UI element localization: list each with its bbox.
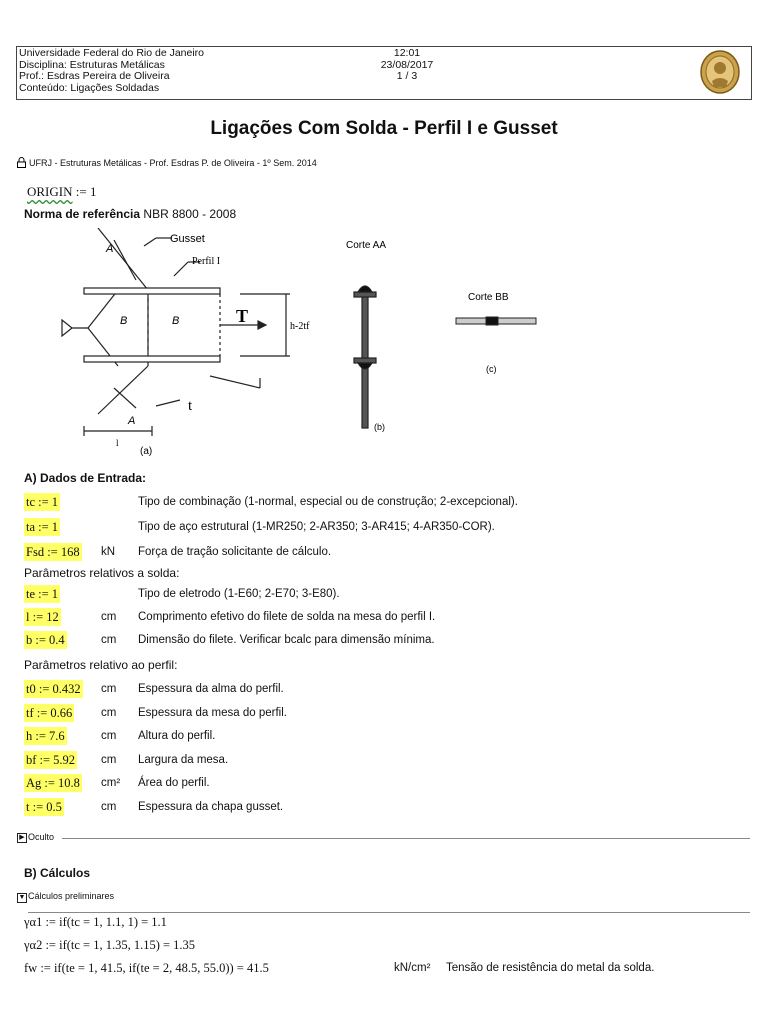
university: Universidade Federal do Rio de Janeiro — [19, 47, 205, 59]
discipline: Disciplina: Estruturas Metálicas — [19, 58, 165, 71]
param-expression[interactable]: bf := 5.92 — [26, 752, 76, 767]
param-description: Espessura da mesa do perfil. — [138, 706, 287, 719]
page-title: Ligações Com Solda - Perfil I e Gusset — [210, 118, 558, 139]
preliminares-label[interactable]: Cálculos preliminares — [28, 891, 115, 901]
param-description: Área do perfil. — [138, 777, 210, 789]
label-t-thickness: t — [188, 398, 193, 414]
label-l: l — [116, 438, 119, 448]
label-corte-aa: Corte AA — [346, 240, 387, 251]
label-corte-bb: Corte BB — [468, 292, 509, 303]
param-expression[interactable]: ta := 1 — [26, 520, 59, 534]
param-description: Tensão de resistência do metal da solda. — [446, 962, 655, 974]
param-unit: kN/cm² — [394, 962, 431, 974]
perfil-label: Parâmetros relativo ao perfil: — [24, 658, 178, 672]
param-expression[interactable]: γα2 := if(tc = 1, 1.35, 1.15) = 1.35 — [24, 938, 196, 952]
param-description: Espessura da chapa gusset. — [138, 800, 284, 813]
label-a-top: A — [106, 243, 114, 255]
param-description: Dimensão do filete. Verificar bcalc para dimensão mínima. — [138, 634, 435, 646]
label-b-left: B — [120, 315, 128, 327]
solda-label: Parâmetros relativos a solda: — [24, 566, 180, 580]
oculto-label[interactable]: Oculto — [28, 832, 55, 842]
origin-line — [27, 184, 96, 200]
param-unit: cm — [101, 730, 117, 742]
param-description: Comprimento efetivo do filete de solda na mesa do perfil I. — [138, 611, 436, 623]
document-header — [16, 46, 752, 100]
label-h2tf: h-2tf — [290, 321, 310, 332]
param-expression[interactable]: t := 0.5 — [26, 799, 62, 814]
header-meta — [347, 48, 467, 83]
flange-top — [84, 288, 220, 294]
norma-label: Norma de referência — [24, 207, 141, 221]
param-expression[interactable]: l := 12 — [26, 610, 59, 624]
time: 12:01 — [393, 47, 421, 59]
param-description: Largura da mesa. — [138, 753, 229, 766]
norma-line — [24, 207, 236, 221]
param-unit: cm — [101, 706, 117, 719]
param-description: Força de tração solicitante de cálculo. — [138, 546, 332, 558]
param-expression[interactable]: tf := 0.66 — [26, 705, 73, 720]
weld-connection-figure — [40, 228, 600, 460]
param-unit: cm² — [101, 777, 121, 789]
section-aa-flange-top — [354, 292, 376, 297]
param-description: Tipo de aço estrutural (1-MR250; 2-AR350; 3-AR415; 4-AR350-COR). — [138, 521, 495, 533]
subtitle-row — [16, 157, 317, 168]
university-seal-icon — [699, 49, 741, 95]
origin-value: := 1 — [75, 184, 97, 199]
param-expression[interactable]: h := 7.6 — [26, 729, 65, 743]
flange-bottom — [84, 356, 220, 362]
param-unit: cm — [101, 611, 117, 623]
param-unit: cm — [101, 800, 117, 813]
professor: Prof.: Esdras Pereira de Oliveira — [19, 70, 170, 82]
param-expression[interactable]: tc := 1 — [26, 495, 59, 509]
param-unit: cm — [101, 753, 117, 766]
label-b-right: B — [172, 315, 180, 327]
param-expression[interactable]: γα1 := if(tc = 1, 1.1, 1) = 1.1 — [24, 915, 167, 929]
param-unit: cm — [101, 683, 117, 695]
label-gusset: Gusset — [170, 233, 205, 245]
param-description: Espessura da alma do perfil. — [138, 683, 284, 695]
param-unit: cm — [101, 634, 117, 646]
norma-value: NBR 8800 - 2008 — [143, 207, 237, 221]
param-expression[interactable]: te := 1 — [26, 587, 59, 601]
param-expression[interactable]: Ag := 10.8 — [26, 776, 80, 790]
param-description: Tipo de eletrodo (1-E60; 2-E70; 3-E80). — [138, 588, 340, 600]
param-expression[interactable]: Fsd := 168 — [26, 545, 80, 559]
label-perfil: Perfil I — [192, 256, 221, 267]
gusset-edge-bottom — [98, 366, 148, 414]
label-t-force: T — [236, 306, 249, 326]
oculto-divider — [62, 838, 750, 839]
lock-icon — [16, 157, 27, 168]
expand-arrow-icon[interactable]: ▶ — [17, 833, 27, 843]
origin-label: ORIGIN — [27, 184, 73, 199]
param-expression[interactable]: b := 0.4 — [26, 633, 65, 647]
date: 23/08/2017 — [380, 58, 434, 71]
section-aa-flange-bottom — [354, 358, 376, 363]
header-info — [19, 48, 204, 94]
weld-symbol-icon — [62, 320, 72, 336]
section-a-heading: A) Dados de Entrada: — [24, 471, 147, 485]
content: Conteúdo: Ligações Soldadas — [19, 81, 160, 94]
gusset-edge-top — [98, 228, 148, 290]
label-fig-c: (c) — [486, 364, 497, 374]
param-unit: kN — [101, 546, 116, 558]
section-b-heading: B) Cálculos — [24, 866, 91, 880]
param-description: Tipo de combinação (1-normal, especial ou de construção; 2-excepcional). — [138, 496, 518, 508]
param-description: Altura do perfil. — [138, 730, 216, 742]
subtitle: UFRJ - Estruturas Metálicas - Prof. Esdras P. de Oliveira - 1º Sem. 2014 — [29, 157, 317, 168]
param-expression[interactable]: t0 := 0.432 — [26, 682, 81, 696]
param-expression[interactable]: fw := if(te = 1, 41.5, if(te = 2, 48.5, 55.0)) = 41.5 — [24, 961, 269, 975]
collapse-arrow-icon[interactable]: ▼ — [18, 894, 26, 901]
label-a-bottom: A — [128, 415, 136, 427]
label-fig-b: (b) — [374, 422, 385, 432]
label-fig-a: (a) — [140, 446, 153, 457]
page-number: 1 / 3 — [396, 70, 418, 82]
